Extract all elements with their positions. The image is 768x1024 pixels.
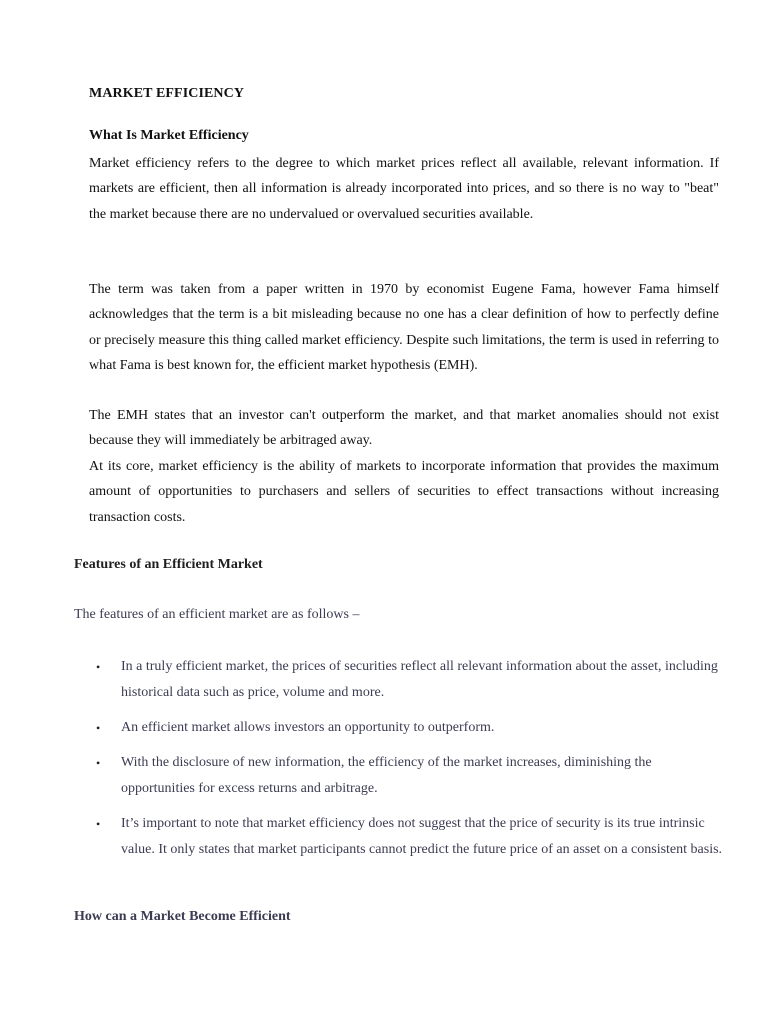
bullet-icon: • [96,721,101,735]
bullet-icon: • [96,660,101,674]
features-intro: The features of an efficient market are as follows – [74,607,360,622]
paragraph-definition: Market efficiency refers to the degree to which market prices reflect all available, relevant information. If markets are efficient, then all information is already incorporated into prices, and so there is no way to "beat" the market because there are no undervalued or overvalued securities available. [89,156,719,222]
list-item-text: With the disclosure of new information, the efficiency of the market increases, diminishing the opportunities for excess returns and arbitrage. [121,755,652,796]
paragraph-emh: The EMH states that an investor can't outperform the market, and that market anomalies should not exist because they will immediately be arbitraged away. [89,408,719,449]
paragraph-core: At its core, market efficiency is the ability of markets to incorporate information that provides the maximum amount of opportunities to purchasers and sellers of securities to effect transactions without increasing transaction costs. [89,459,719,525]
list-item [74,750,724,802]
list-item-text: In a truly efficient market, the prices of securities reflect all relevant information about the asset, including historical data such as price, volume and more. [121,659,718,700]
bullet-icon: • [96,817,101,831]
list-item-text: An efficient market allows investors an opportunity to outperform. [121,720,495,735]
list-item [74,811,724,863]
features-list [74,654,724,872]
list-item [74,715,724,741]
section-heading-how: How can a Market Become Efficient [74,909,291,924]
bullet-icon: • [96,756,101,770]
document-title: MARKET EFFICIENCY [89,86,245,101]
section-heading-features: Features of an Efficient Market [74,557,263,572]
section-heading-what-is: What Is Market Efficiency [89,128,249,143]
list-item [74,654,724,706]
paragraph-fama: The term was taken from a paper written in 1970 by economist Eugene Fama, however Fama himself acknowledges that the term is a bit misleading because no one has a clear definition of how to perfectly define or precisely measure this thing called market efficiency. Despite such limitations, the term is used in referring to what Fama is best known for, the efficient market hypothesis (EMH). [89,282,719,373]
list-item-text: It’s important to note that market efficiency does not suggest that the price of security is its true intrinsic value. It only states that market participants cannot predict the future price of an asset on a consistent basis. [121,816,723,857]
